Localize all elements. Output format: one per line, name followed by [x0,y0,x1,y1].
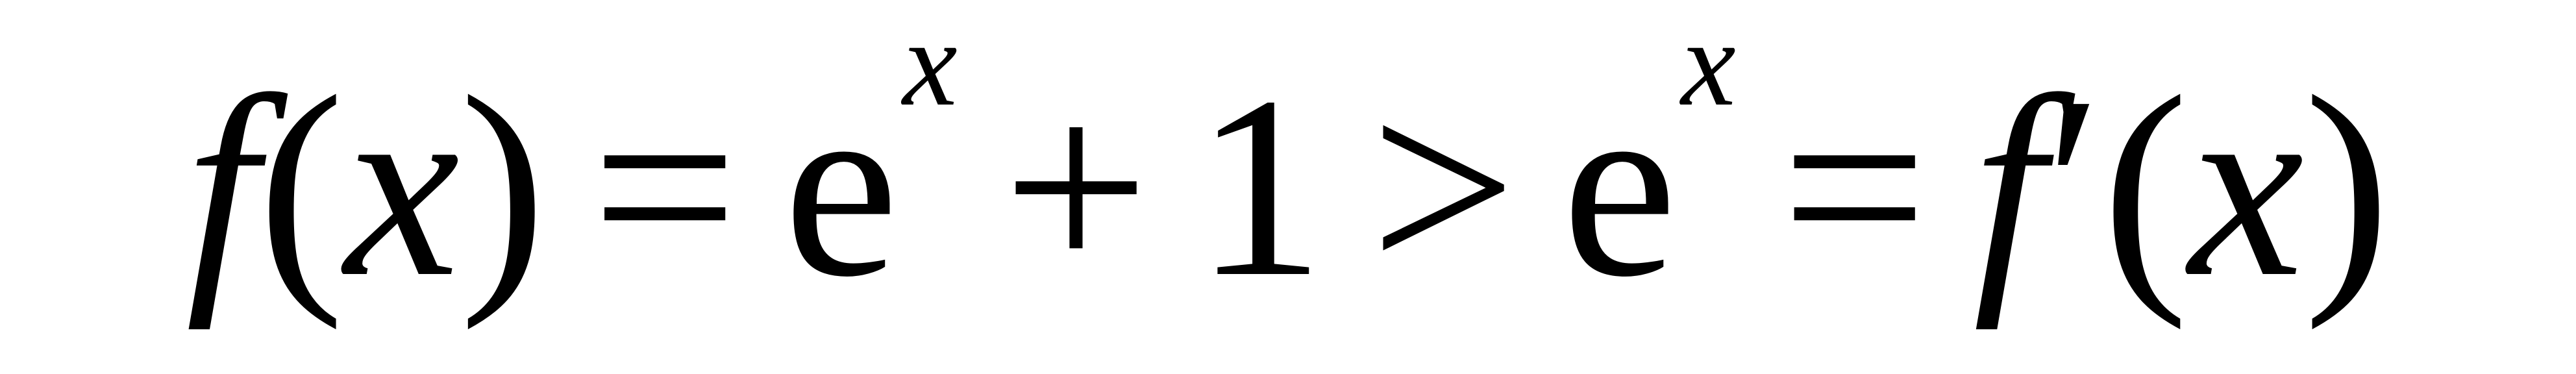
equals-sign: = [591,43,738,330]
euler-e: e [783,43,899,330]
greater-than-sign: > [1370,43,1517,330]
function-f: f [186,43,258,330]
euler-e: e [1561,43,1678,330]
exponent-x: x [902,0,958,132]
exponent-x: x [1681,0,1736,132]
left-paren: ( [2101,43,2189,330]
variable-x: x [2188,43,2304,330]
left-paren: ( [258,43,345,330]
right-paren: ) [459,43,547,330]
number-one: 1 [1195,43,1325,330]
right-paren: ) [2303,43,2390,330]
plus-sign: + [1002,43,1150,330]
function-f: f [1973,43,2046,330]
variable-x: x [344,43,460,330]
prime-mark: ′ [2045,43,2102,330]
equals-sign: = [1781,43,1928,330]
